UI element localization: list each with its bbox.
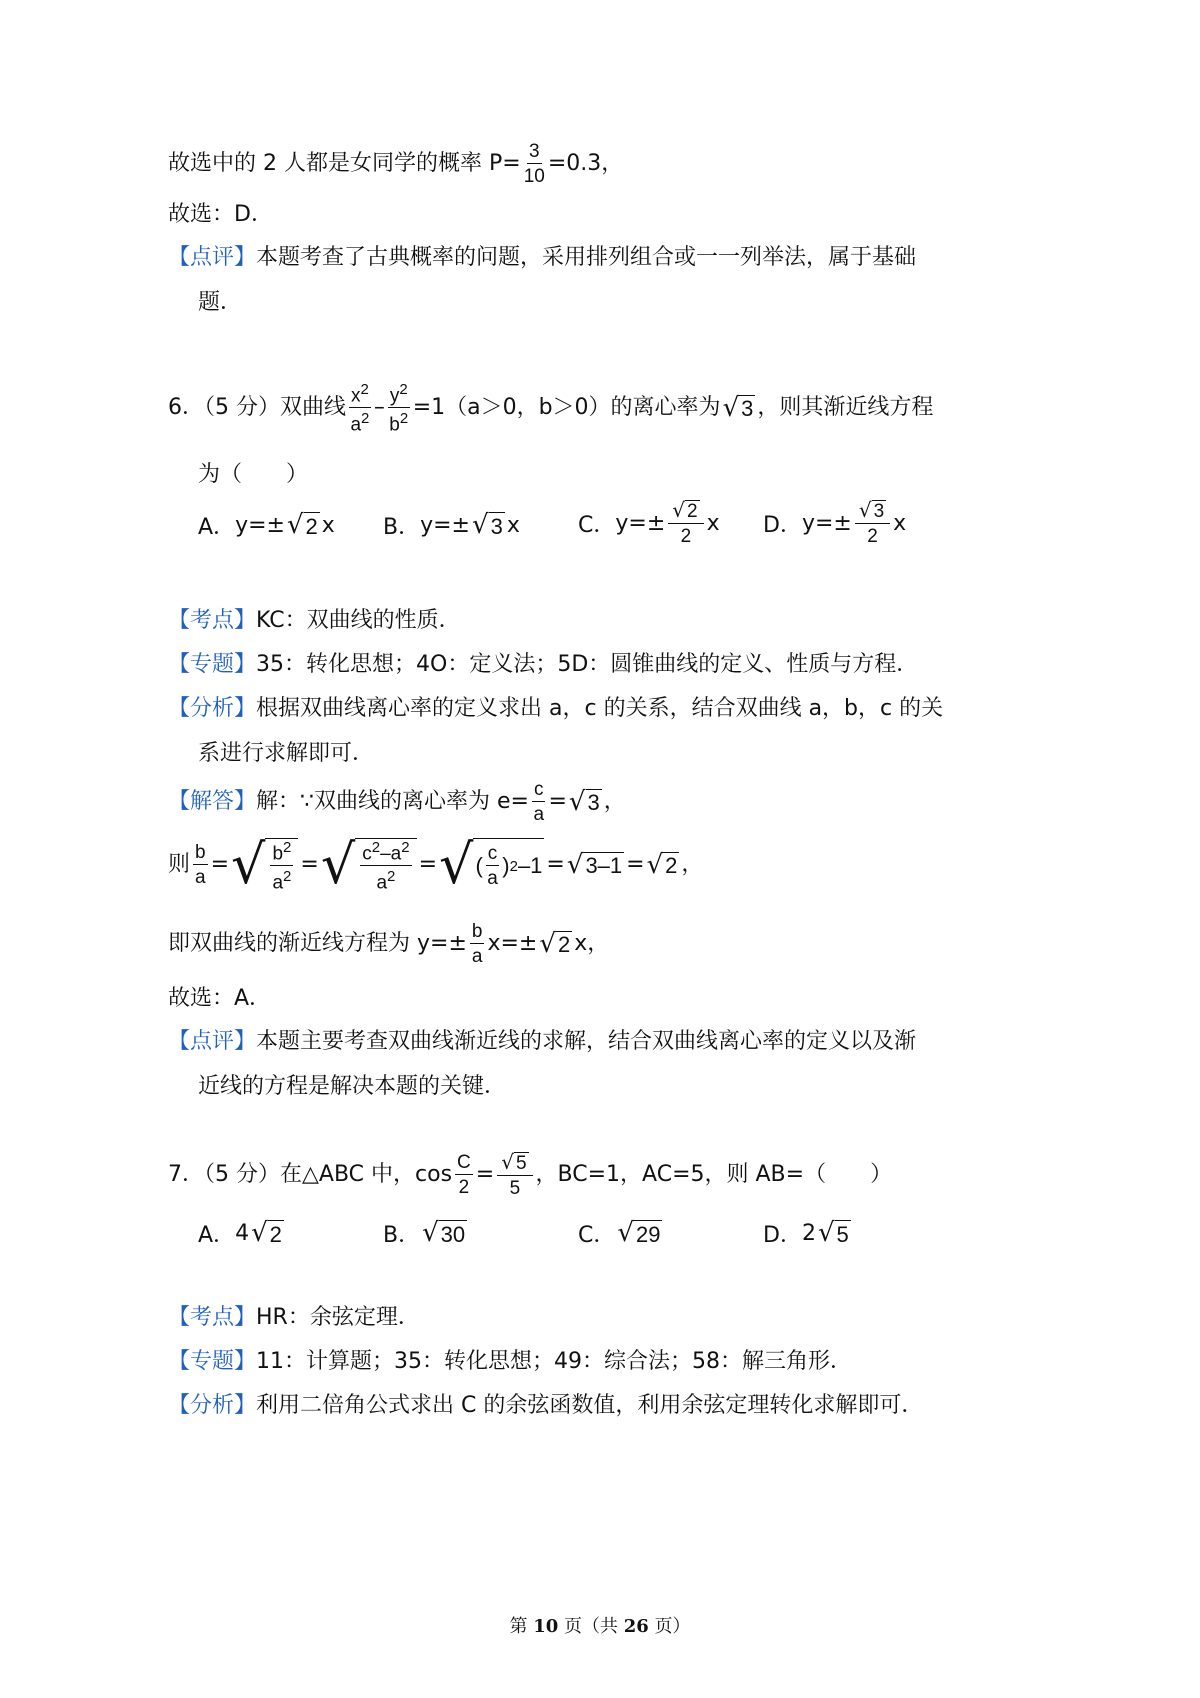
review-tag: 【点评】 [168,1029,257,1054]
option-label: D． [763,512,802,538]
frac-num: √ 2 [668,500,703,524]
q6-fenxi-cont: 系进行求解即可． [198,741,375,766]
option-label: A． [198,515,236,540]
review-text: 本题考查了古典概率的问题，采用排列组合或一一列举法，属于基础 [256,245,917,270]
ji-text: 即双曲线的渐近线方程为 y=± [168,931,467,956]
prob-line [168,142,623,186]
frac-den: $b^2$ [389,410,409,436]
prob-suffix: =0.3， [547,151,624,176]
option-text: x [321,513,335,538]
option-text: y=± [420,513,470,538]
frac-den: 2 [680,526,692,547]
option-label: B． [383,515,421,540]
sqrt-2: √ 2 [539,929,571,959]
q7-zhuanti [168,1351,852,1373]
option-text: y=± [235,513,285,538]
zhuanti-text: 35：转化思想；4O：定义法；5D：圆锥曲线的定义、性质与方程． [256,652,919,677]
frac-den: 5 [509,1178,521,1199]
jieda-tag: 【解答】 [168,789,257,814]
ze-text: 则 [168,852,191,878]
fenxi-tag: 【分析】 [168,696,257,721]
total-pages: 26 [623,1616,649,1637]
q6-option-a[interactable] [198,510,335,541]
frac-num: C [457,1152,471,1173]
prev-review-cont: 题． [198,290,243,315]
sqrt: √ 3 [568,787,600,817]
sqrt: √ 3 [471,509,503,540]
c-over-2 [455,1153,473,1197]
q6-kaodian [168,610,461,632]
b-over-a: $\frac{b}{a}$ [195,842,206,889]
q7-option-b[interactable] [383,1218,469,1249]
sqrt-3-1: √ 3–1 [566,850,623,881]
sqrt-b2-a2: √ $\frac{b^2}{a^2}$ [231,838,298,893]
q7-kaodian [168,1307,420,1329]
frac-num: $y^2$ [389,381,408,407]
kaodian-tag: 【考点】 [168,1305,257,1330]
option-text: y=± [801,510,852,536]
sqrt: √ 5 [817,1217,849,1248]
y2-over-b2 [388,382,410,435]
option-label: A． [198,1223,236,1248]
option-text: y=± [615,510,666,536]
prev-answer: 故选：D． [168,202,273,227]
x2-over-a2 [349,382,371,435]
frac-num: √ 5 [497,1152,532,1176]
page-footer: 第 10 页（共 26 页） [509,1616,691,1637]
prob-text: 故选中的 2 人都是女同学的概率 P= [168,151,521,176]
q6-option-d[interactable] [763,500,906,546]
option-label: D． [763,1223,802,1248]
page-number: 10 [533,1616,559,1637]
zhuanti-tag: 【专题】 [168,1349,257,1374]
ji-mid: x=± [487,931,538,956]
fenxi-tag: 【分析】 [168,1393,257,1418]
frac-den: $a^2$ [350,410,370,436]
q6-stem-cont: 为（ ） [198,462,309,487]
sqrt5-over-5 [497,1152,532,1198]
frac-den: 10 [523,166,545,187]
b-over-a: $\frac{b}{a}$ [471,921,483,967]
zhuanti-text: 11：计算题；35：转化思想；49：综合法；58：解三角形． [256,1349,852,1374]
c-over-a [532,780,546,824]
frac [668,500,703,546]
q6-asymptote [168,922,609,966]
sqrt-ca-squared: √ ( $\frac{c}{a}$ ) 2 –1 [439,833,543,897]
fenxi-text: 利用二倍角公式求出 C 的余弦函数值，利用余弦定理转化求解即可． [256,1393,924,1418]
jieda-text: 解：∵双曲线的离心率为 e= [256,789,529,814]
q6-tail: ，则其渐近线方程 [757,395,934,421]
q6-review [168,1031,916,1053]
q7-option-d[interactable] [763,1218,853,1249]
q6-answer: 故选：A． [168,986,272,1011]
q7-option-a[interactable] [198,1218,286,1249]
prev-review [168,247,916,269]
fenxi-text: 根据双曲线离心率的定义求出 a，c 的关系，结合双曲线 a，b，c 的关 [256,696,944,721]
frac-num: $x^2$ [351,381,369,407]
prob-fraction [524,142,545,186]
sqrt-c2-a2: √ $\frac{c^2-a^2}{a^2}$ [321,838,417,893]
q6-number: 6．（5 分）双曲线 [168,395,346,421]
frac-den: 2 [458,1177,470,1198]
kaodian-tag: 【考点】 [168,608,257,633]
ji-end: x， [574,931,610,956]
option-text: 4 [235,1221,250,1246]
kaodian-text: HR：余弦定理． [256,1305,420,1330]
q6-fenxi [168,698,943,720]
q6-derivation: 则 $\frac{b}{a}$ = √ $\frac{b^2}{a^2}$ = √ $\frac{c^2-a^2}{a^2}$ = √ ( $\frac{c}{a}$ ) 2 –1 = √ 3–1 = √ 2 ， [168,833,704,897]
option-text: 2 [801,1221,816,1246]
punct: ， [603,789,626,814]
q7-tail: ，BC=1，AC=5，则 AB=（ ） [535,1162,893,1187]
q6-stem [168,382,933,435]
q7-stem [168,1152,892,1198]
frac-den: a [533,804,545,825]
sqrt-2: √ 2 [646,850,678,881]
equals: = [548,789,567,814]
q6-option-c[interactable] [578,500,720,546]
option-text: x [506,513,520,538]
q6-option-b[interactable] [383,510,520,541]
q6-eq-suffix: =1（a＞0，b＞0）的离心率为 [412,395,721,421]
frac-den: 2 [867,526,878,547]
q7-option-c[interactable] [578,1218,664,1249]
review-tag: 【点评】 [168,245,257,270]
frac-num: c [533,779,544,800]
equals: = [475,1162,495,1187]
q6-jieda [168,780,626,824]
sqrt: √ 2 [286,509,318,540]
frac-num: 3 [528,141,540,162]
q6-zhuanti [168,654,918,676]
frac-num: √ 3 [855,500,890,524]
option-label: C． [578,1223,616,1248]
sqrt: √ 2 [251,1217,282,1248]
q7-fenxi [168,1395,923,1417]
frac [855,500,890,546]
option-label: B． [383,1223,421,1248]
kaodian-text: KC：双曲线的性质． [256,608,461,633]
sqrt: √ 29 [617,1217,661,1248]
option-label: C． [578,512,616,538]
sqrt-3: √ 3 [722,393,754,424]
q6-review-cont: 近线的方程是解决本题的关键． [198,1074,507,1099]
minus-sign: – [373,395,385,421]
zhuanti-tag: 【专题】 [168,652,257,677]
option-text: x [706,510,720,536]
option-text: x [893,510,907,536]
sqrt: √ 30 [422,1217,466,1248]
review-text: 本题主要考查双曲线渐近线的求解，结合双曲线离心率的定义以及渐 [256,1029,917,1054]
q7-number: 7．（5 分）在△ABC 中，cos [168,1162,453,1187]
